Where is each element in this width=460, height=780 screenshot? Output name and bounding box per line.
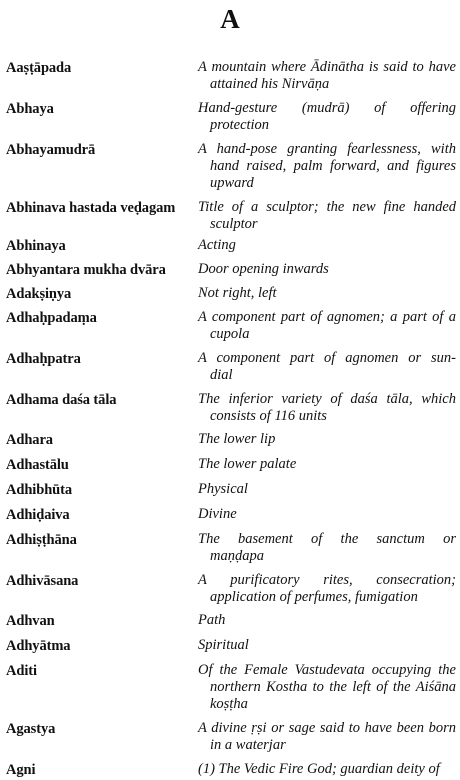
glossary-term: Adakṣiṇya — [6, 286, 72, 302]
glossary-definition — [196, 349, 456, 384]
definition-line: The lower lip — [198, 431, 276, 447]
glossary-entry — [0, 390, 460, 425]
definition-line: A mountain where Ādinātha is said to have — [198, 59, 456, 75]
glossary-entry-list — [0, 58, 460, 780]
glossary-term: Aaṣṭāpada — [6, 60, 72, 76]
glossary-definition — [196, 58, 456, 93]
definition-line: Title of a sculptor; the new fine handed — [198, 199, 456, 215]
definition-line: A divine ṛṣi or sage said to have been born — [198, 720, 456, 736]
glossary-definition — [196, 236, 456, 254]
glossary-entry — [0, 760, 460, 780]
glossary-definition — [196, 611, 456, 629]
definition-line: in a waterjar — [210, 737, 286, 753]
definition-line: The inferior variety of daśa tāla, which — [198, 391, 456, 407]
glossary-term: Adhastālu — [6, 457, 69, 473]
definition-line: Physical — [198, 481, 248, 497]
definition-line: A component part of agnomen; a part of a — [198, 309, 456, 325]
glossary-term: Adhiḍaiva — [6, 507, 70, 523]
glossary-definition — [196, 760, 456, 778]
glossary-term: Adhibhūta — [6, 482, 72, 498]
glossary-definition — [196, 571, 456, 606]
definition-line: Spiritual — [198, 637, 249, 653]
definition-line: hand raised, palm forward, and figures — [210, 158, 456, 174]
glossary-term: Adhiṣṭhāna — [6, 532, 77, 548]
glossary-definition — [196, 530, 456, 565]
glossary-entry — [0, 480, 460, 500]
definition-line: The basement of the sanctum or — [198, 531, 456, 547]
glossary-definition — [196, 661, 456, 713]
glossary-entry — [0, 571, 460, 606]
glossary-term: Agni — [6, 762, 36, 778]
glossary-entry — [0, 349, 460, 384]
glossary-definition — [196, 390, 456, 425]
definition-line: Path — [198, 612, 226, 628]
glossary-definition — [196, 260, 456, 278]
definition-line: Divine — [198, 506, 237, 522]
glossary-entry — [0, 636, 460, 656]
glossary-entry — [0, 58, 460, 93]
glossary-entry — [0, 430, 460, 450]
definition-line: sculptor — [210, 216, 258, 232]
glossary-entry — [0, 260, 460, 280]
glossary-term: Agastya — [6, 721, 56, 737]
glossary-entry — [0, 99, 460, 134]
glossary-entry — [0, 236, 460, 256]
glossary-entry — [0, 530, 460, 565]
glossary-term: Adhama daśa tāla — [6, 392, 117, 408]
definition-line: A hand-pose granting fearlessness, with — [198, 141, 456, 157]
glossary-term: Aditi — [6, 663, 37, 679]
glossary-definition — [196, 430, 456, 448]
definition-line: Of the Female Vastudevata occupying the — [198, 662, 456, 678]
definition-line: The lower palate — [198, 456, 297, 472]
definition-line: Acting — [198, 237, 236, 253]
glossary-term: Abhinaya — [6, 238, 66, 254]
definition-line: attained his Nirvāṇa — [210, 76, 330, 92]
glossary-definition — [196, 99, 456, 134]
glossary-definition — [196, 505, 456, 523]
definition-line: maṇḍapa — [210, 548, 264, 564]
glossary-definition — [196, 198, 456, 233]
glossary-term: Adhvan — [6, 613, 55, 629]
definition-line: application of perfumes, fumigation — [210, 589, 418, 605]
definition-line: A purificatory rites, consecration; — [198, 572, 456, 588]
glossary-entry — [0, 198, 460, 233]
definition-line: protection — [210, 117, 270, 133]
definition-line: consists of 116 units — [210, 408, 327, 424]
glossary-entry — [0, 505, 460, 525]
glossary-entry — [0, 661, 460, 713]
definition-line: koṣṭha — [210, 696, 248, 712]
glossary-entry — [0, 719, 460, 754]
glossary-entry — [0, 140, 460, 192]
glossary-definition — [196, 719, 456, 754]
glossary-definition — [196, 480, 456, 498]
glossary-definition — [196, 455, 456, 473]
definition-line: A component part of agnomen or sun- — [198, 350, 456, 366]
definition-line: upward — [210, 175, 254, 191]
glossary-term: Abhinava hastada veḍagam — [6, 200, 176, 216]
glossary-term: Adhaḥpatra — [6, 351, 81, 367]
definition-line: Hand-gesture (mudrā) of offering — [198, 100, 456, 116]
glossary-entry — [0, 284, 460, 304]
glossary-term: Adhaḥpadaṃa — [6, 310, 97, 326]
definition-line: (1) The Vedic Fire God; guardian deity of — [198, 761, 440, 777]
glossary-definition — [196, 308, 456, 343]
definition-line: northern Kostha to the left of the Aiśāna — [210, 679, 456, 695]
glossary-term: Adhyātma — [6, 638, 71, 654]
glossary-term: Abhayamudrā — [6, 142, 96, 158]
glossary-definition — [196, 636, 456, 654]
glossary-definition — [196, 140, 456, 192]
section-letter-heading: A — [220, 4, 240, 34]
definition-line: Not right, left — [198, 285, 277, 301]
definition-line: dial — [210, 367, 233, 383]
glossary-entry — [0, 611, 460, 631]
glossary-term: Abhyantara mukha dvāra — [6, 262, 166, 278]
glossary-term: Adhara — [6, 432, 53, 448]
glossary-term: Adhivāsana — [6, 573, 79, 589]
glossary-definition — [196, 284, 456, 302]
glossary-entry — [0, 455, 460, 475]
glossary-term: Abhaya — [6, 101, 54, 117]
glossary-entry — [0, 308, 460, 343]
definition-line: Door opening inwards — [198, 261, 329, 277]
definition-line: cupola — [210, 326, 250, 342]
